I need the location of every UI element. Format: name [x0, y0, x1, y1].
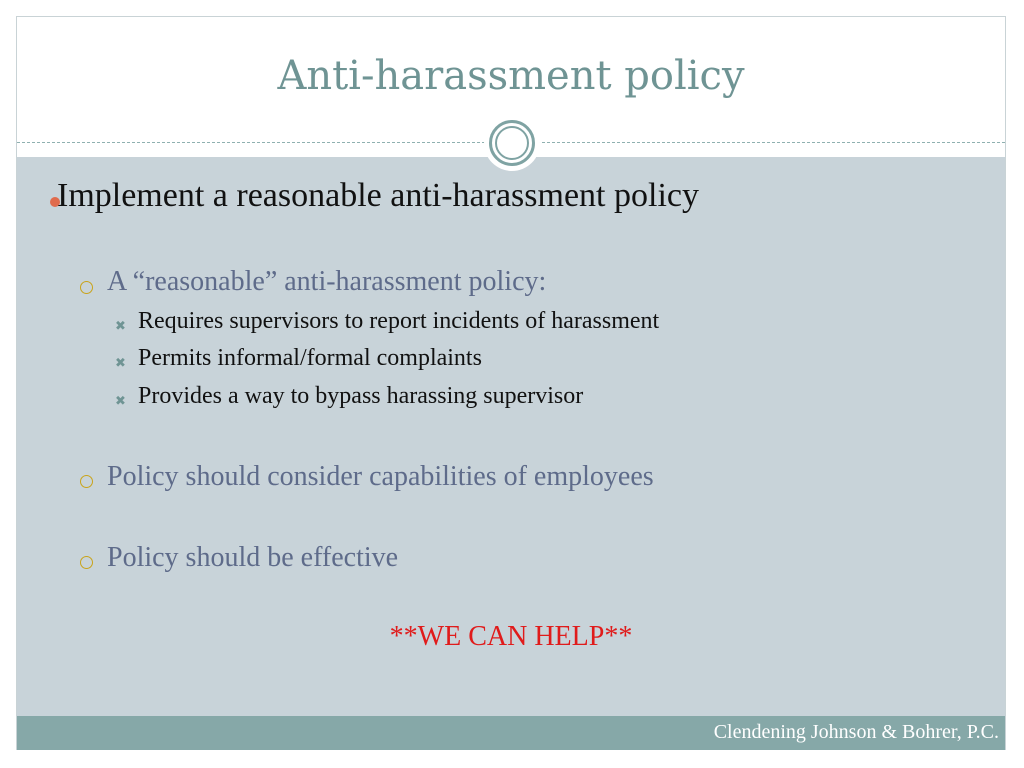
sub-bullet-2: Policy should consider capabilities of employees: [107, 461, 654, 492]
we-can-help-callout: **WE CAN HELP**: [389, 621, 633, 652]
sub-bullet-circle-icon: [80, 281, 93, 294]
sub-bullet-1: A “reasonable” anti-harassment policy:: [107, 266, 547, 297]
main-bullet: Implement a reasonable anti-harassment policy: [57, 177, 699, 214]
sub-sub-bullet-1: Requires supervisors to report incidents of harassment: [138, 308, 660, 334]
x-bullet-icon: ✖: [115, 394, 126, 409]
slide: [16, 16, 1006, 750]
sub-sub-bullet-3: Provides a way to bypass harassing supervisor: [138, 383, 584, 409]
sub-sub-bullet-2: Permits informal/formal complaints: [138, 345, 482, 371]
sub-bullet-3: Policy should be effective: [107, 542, 399, 573]
sub-bullet-circle-icon: [80, 475, 93, 488]
footer-bar: [17, 716, 1005, 750]
x-bullet-icon: ✖: [115, 319, 126, 334]
slide-title: Anti-harassment policy: [277, 53, 745, 99]
sub-bullet-circle-icon: [80, 556, 93, 569]
ornament-inner-ring-icon: [495, 126, 529, 160]
footer-firm-name: Clendening Johnson & Bohrer, P.C.: [713, 721, 999, 743]
x-bullet-icon: ✖: [115, 356, 126, 371]
content-area: [17, 157, 1005, 716]
